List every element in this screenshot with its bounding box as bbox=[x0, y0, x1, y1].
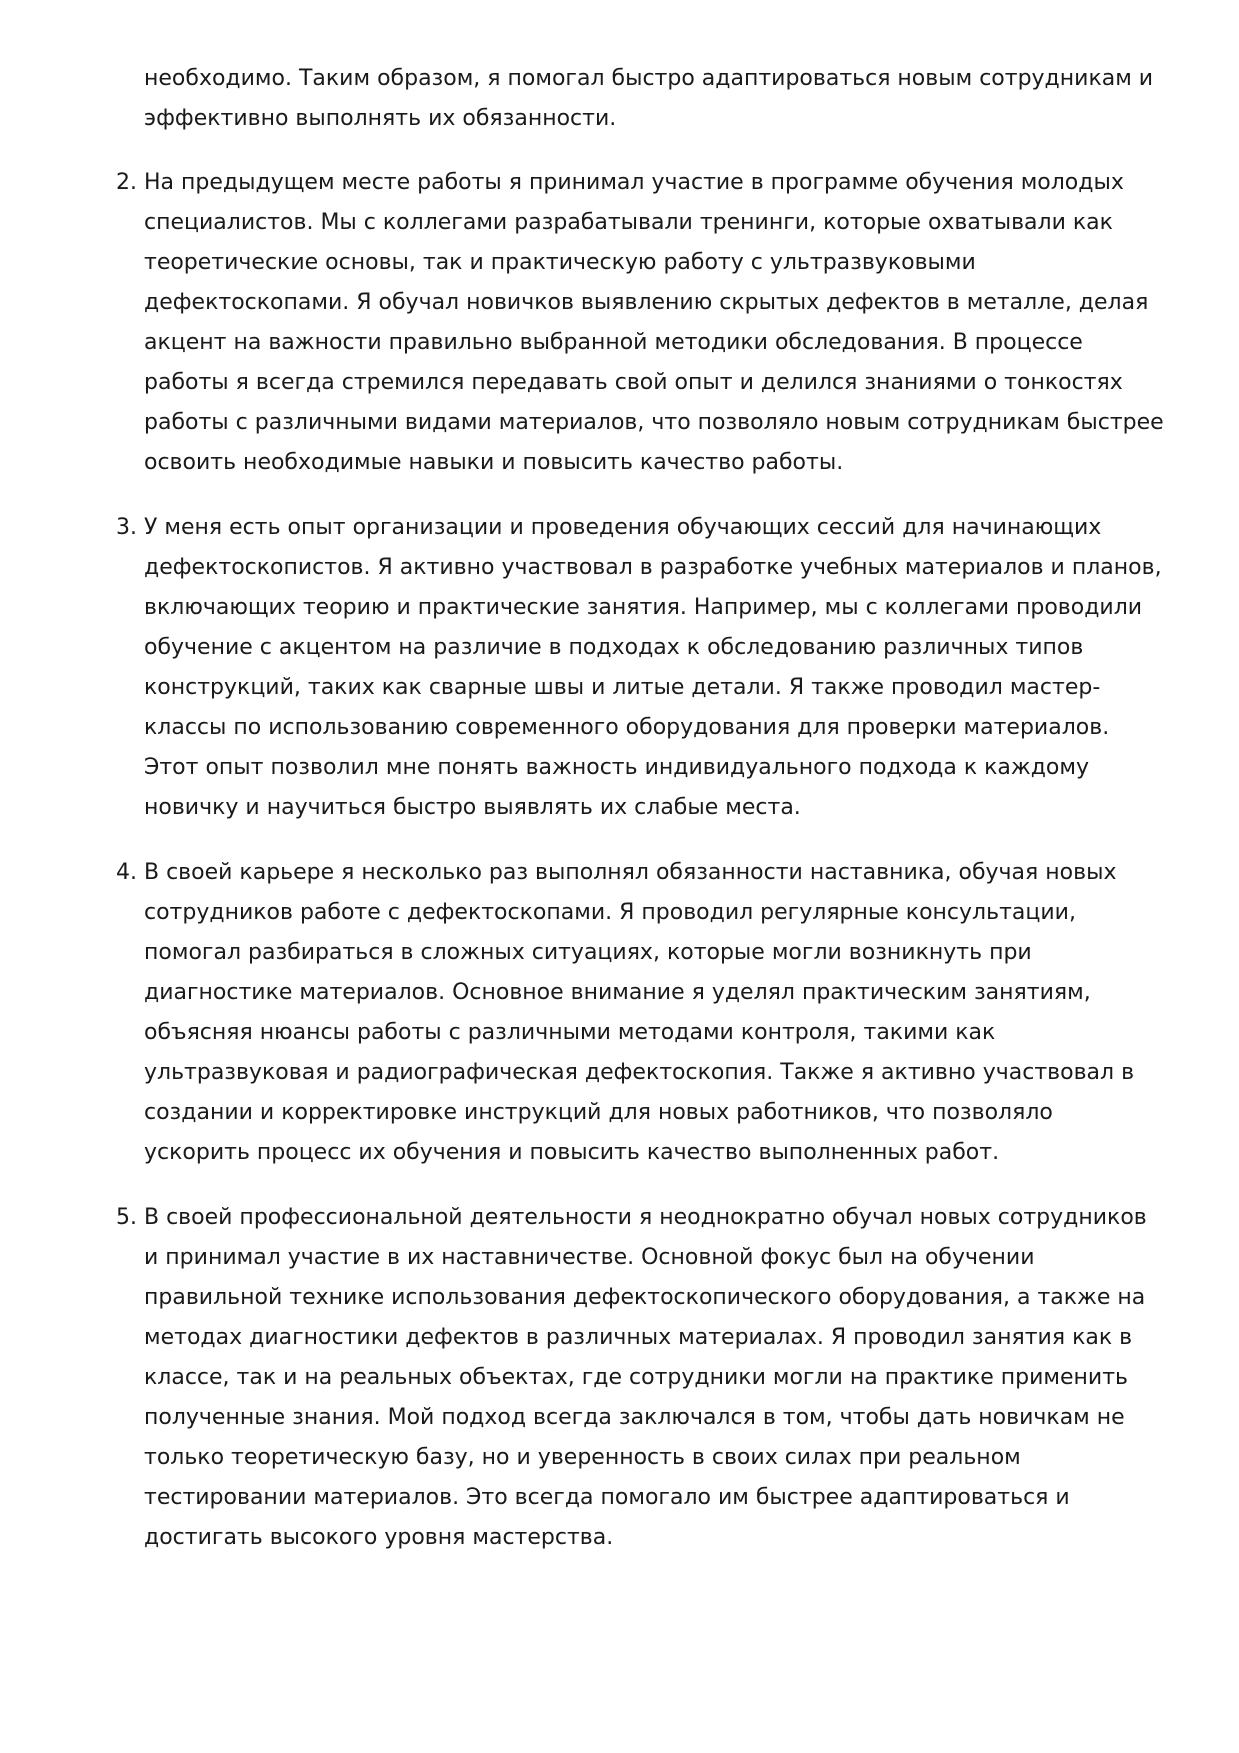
list-item-number: 4. bbox=[116, 860, 137, 885]
list-item-text: У меня есть опыт организации и проведения обучающих сессий для начинающих дефектоскопистов. Я активно участвовал в разработке учебных материалов и планов, включающих теорию и практические занятия. Например, мы с коллегами проводили обучение с акцентом на различие в подходах к обследованию различных типов конструкций, таких как сварные швы и литые детали. Я также проводил мастер-классы по использованию современного оборудования для проверки материалов. Этот опыт позволил мне понять важность индивидуального подхода к каждому новичку и научиться быстро выявлять их слабые места. bbox=[144, 515, 1162, 820]
list-item-text: В своей карьере я несколько раз выполнял обязанности наставника, обучая новых сотрудников работе с дефектоскопами. Я проводил регулярные консультации, помогал разбираться в сложных ситуациях, которые могли возникнуть при диагностике материалов. Основное внимание я уделял практическим занятиям, объясняя нюансы работы с различными методами контроля, такими как ультразвуковая и радиографическая дефектоскопия. Также я активно участвовал в создании и корректировке инструкций для новых работников, что позволяло ускорить процесс их обучения и повысить качество выполненных работ. bbox=[144, 860, 1135, 1165]
list-item bbox=[116, 853, 1164, 1173]
list-item-number: 3. bbox=[116, 515, 137, 540]
list-item bbox=[116, 1198, 1164, 1558]
list-item-text: В своей профессиональной деятельности я неоднократно обучал новых сотрудников и принимал участие в их наставничестве. Основной фокус был на обучении правильной технике использования дефектоскопического оборудования, а также на методах диагностики дефектов в различных материалах. Я проводил занятия как в классе, так и на реальных объектах, где сотрудники могли на практике применить полученные знания. Мой подход всегда заключался в том, чтобы дать новичкам не только теоретическую базу, но и уверенность в своих силах при реальном тестировании материалов. Это всегда помогало им быстрее адаптироваться и достигать высокого уровня мастерства. bbox=[144, 1205, 1147, 1550]
answer-list bbox=[116, 163, 1164, 1583]
continuation-paragraph: необходимо. Таким образом, я помогал быстро адаптироваться новым сотрудникам и эффективно выполнять их обязанности. bbox=[144, 66, 1154, 131]
list-item-number: 5. bbox=[116, 1205, 137, 1230]
list-item bbox=[116, 508, 1164, 828]
list-item-number: 2. bbox=[116, 170, 137, 195]
list-item-text: На предыдущем месте работы я принимал участие в программе обучения молодых специалистов. Мы с коллегами разрабатывали тренинги, которые охватывали как теоретические основы, так и практическую работу с ультразвуковыми дефектоскопами. Я обучал новичков выявлению скрытых дефектов в металле, делая акцент на важности правильно выбранной методики обследования. В процессе работы я всегда стремился передавать свой опыт и делился знаниями о тонкостях работы с различными видами материалов, что позволяло новым сотрудникам быстрее освоить необходимые навыки и повысить качество работы. bbox=[144, 170, 1164, 475]
list-item bbox=[116, 163, 1164, 483]
